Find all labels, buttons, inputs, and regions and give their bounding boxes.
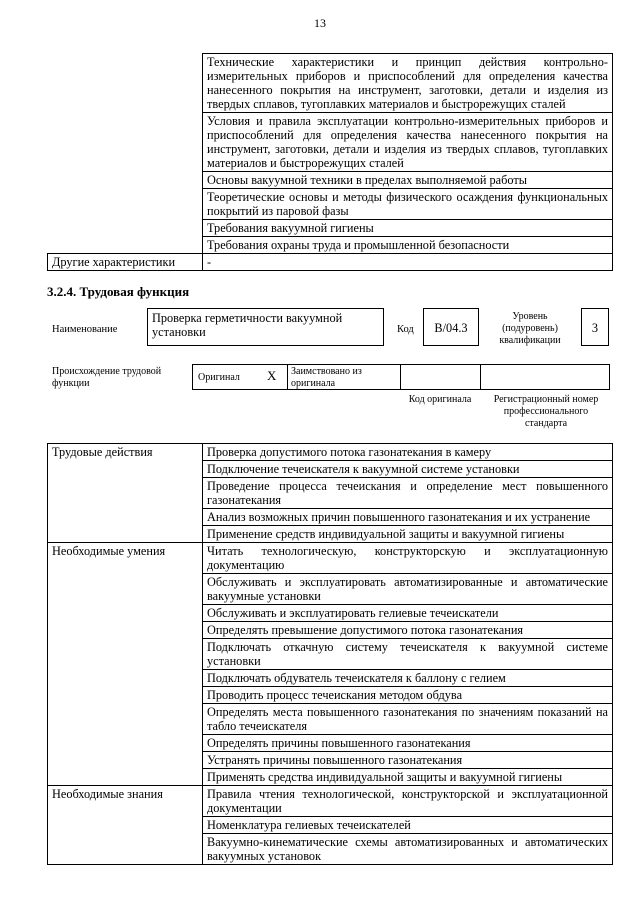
- table-cell: Обслуживать и эксплуатировать автоматизированные и автоматические вакуумные установки: [203, 574, 613, 605]
- original-label: Оригинал: [198, 372, 240, 383]
- table-cell: Подключать обдуватель течеискателя к баллону с гелием: [203, 670, 613, 687]
- group-label-knowledge: Необходимые знания: [48, 786, 203, 865]
- table-cell: Требования охраны труда и промышленной безопасности: [203, 237, 613, 254]
- table-cell: Определять превышение допустимого потока газонатекания: [203, 622, 613, 639]
- table-cell: Основы вакуумной техники в пределах выполняемой работы: [203, 172, 613, 189]
- name-label: Наименование: [52, 324, 118, 335]
- reg-number-box: [480, 364, 610, 390]
- origin-label: Происхождение трудовой функции: [52, 366, 162, 389]
- table-cell: Применять средства индивидуальной защиты и вакуумной гигиены: [203, 769, 613, 786]
- code-value-box: B/04.3: [423, 308, 479, 346]
- other-characteristics-value: -: [203, 254, 613, 271]
- function-name-box: Проверка герметичности вакуумной установки: [147, 308, 384, 346]
- borrowed-box: [287, 364, 401, 390]
- table-cell: Условия и правила эксплуатации контрольно-измерительных приборов и приспособлений для определения качества нанесенного покрытия на инструмент, заготовки, детали и изделия из твердых сплавов, тугоплавких материалов и быстрорежущих сталей: [203, 113, 613, 172]
- table-cell: Определять места повышенного газонатекания по значениям показаний на табло течеискателя: [203, 704, 613, 735]
- knowledge-continued-table: [47, 53, 613, 271]
- level-label: Уровень (подуровень) квалификации: [499, 311, 561, 346]
- borrowed-label: Заимствовано из оригинала: [291, 366, 362, 389]
- table-cell: Номенклатура гелиевых течеискателей: [203, 817, 613, 834]
- table-cell: Вакуумно-кинематические схемы автоматизированных и автоматических вакуумных установок: [203, 834, 613, 865]
- code-original-label: Код оригинала: [408, 394, 472, 405]
- empty-label-cell: [48, 54, 203, 254]
- section-title: 3.2.4. Трудовая функция: [47, 284, 190, 299]
- table-cell: Технические характеристики и принцип действия контрольно-измерительных приборов и приспособлений для определения качества нанесенного покрытия на инструмент, заготовки, детали и изделия из твердых сплавов, тугоплавких материалов и быстрорежущих сталей: [203, 54, 613, 113]
- table-cell: Подключение течеискателя к вакуумной системе установки: [203, 461, 613, 478]
- table-cell: Проведение процесса течеискания и определение мест повышенного газонатекания: [203, 478, 613, 509]
- table-cell: Проверка допустимого потока газонатекания в камеру: [203, 444, 613, 461]
- table-cell: Устранять причины повышенного газонатекания: [203, 752, 613, 769]
- table-cell: Определять причины повышенного газонатекания: [203, 735, 613, 752]
- table-cell: Применение средств индивидуальной защиты и вакуумной гигиены: [203, 526, 613, 543]
- other-characteristics-label: Другие характеристики: [48, 254, 203, 271]
- group-label-skills: Необходимые умения: [48, 543, 203, 786]
- group-label-actions: Трудовые действия: [48, 444, 203, 543]
- table-cell: Требования вакуумной гигиены: [203, 220, 613, 237]
- original-mark: X: [267, 368, 277, 383]
- code-label: Код: [397, 324, 414, 335]
- table-cell: Правила чтения технологической, конструкторской и эксплуатационной документации: [203, 786, 613, 817]
- table-cell: Обслуживать и эксплуатировать гелиевые течеискатели: [203, 605, 613, 622]
- table-cell: Теоретические основы и методы физического осаждения функциональных покрытий из паровой фазы: [203, 189, 613, 220]
- code-original-box: [400, 364, 481, 390]
- table-cell: Проводить процесс течеискания методом обдува: [203, 687, 613, 704]
- table-cell: Анализ возможных причин повышенного газонатекания и их устранение: [203, 509, 613, 526]
- table-cell: Читать технологическую, конструкторскую и эксплуатационную документацию: [203, 543, 613, 574]
- original-box: [192, 364, 288, 390]
- labor-function-table: [47, 443, 613, 865]
- table-cell: Подключать откачную систему течеискателя к вакуумной системе установки: [203, 639, 613, 670]
- page-number: 13: [314, 16, 326, 30]
- reg-number-label: Регистрационный номер профессионального стандарта: [493, 394, 599, 429]
- level-value-box: 3: [581, 308, 609, 346]
